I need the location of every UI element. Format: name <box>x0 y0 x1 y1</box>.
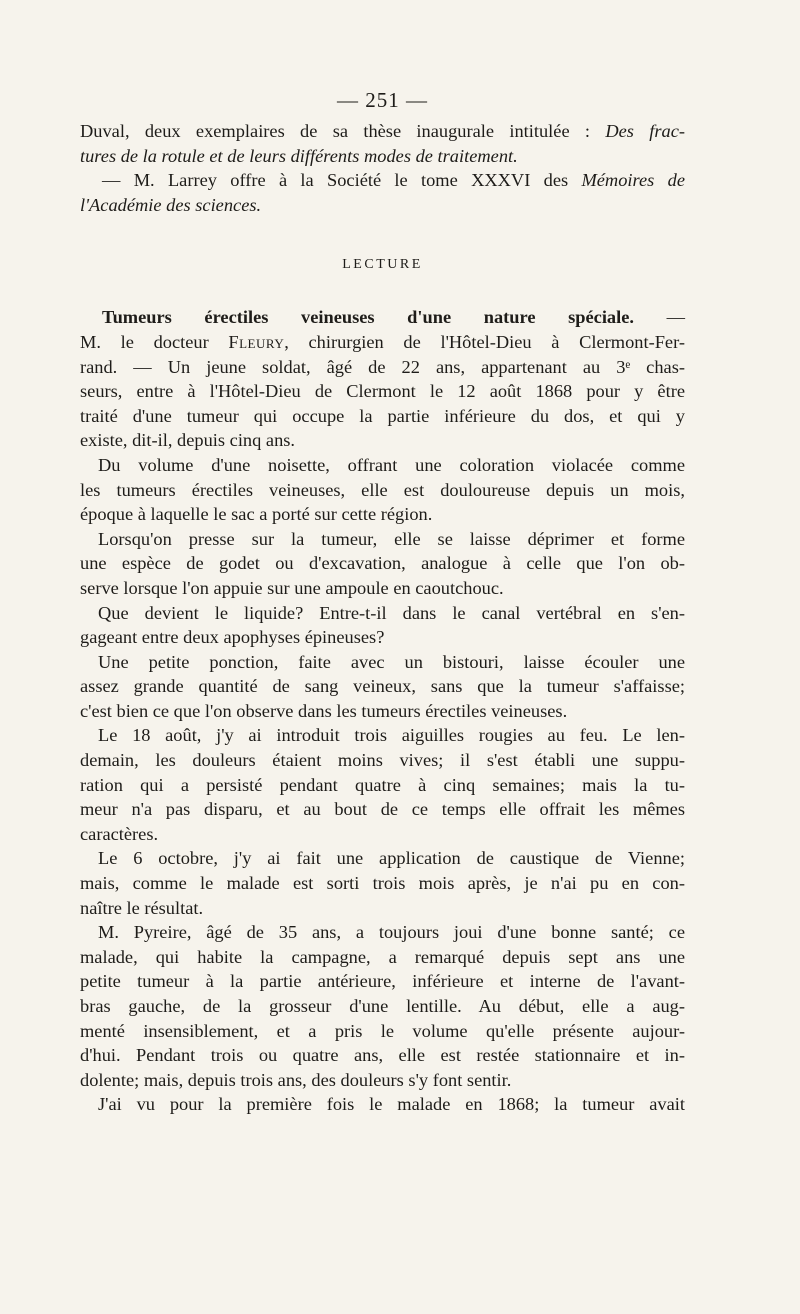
text-line <box>80 168 685 193</box>
article <box>80 305 685 1117</box>
text-line: mais, comme le malade est sorti trois mois après, je n'ai pu en con- <box>80 873 685 894</box>
text-line: l'Académie des sciences. <box>80 194 262 215</box>
text-line: naître le résultat. <box>80 897 204 918</box>
italic-title: Mémoires de <box>581 170 685 191</box>
text-line <box>80 330 685 355</box>
text-line: M. Pyreire, âgé de 35 ans, a toujours joui d'une bonne santé; ce <box>98 922 685 943</box>
text-line: traité d'une tumeur qui occupe la partie inférieure du dos, et qui y <box>80 405 685 426</box>
text-span: Duval, deux exemplaires de sa thèse inaugurale intitulée : <box>80 121 606 141</box>
text-line: c'est bien ce que l'on observe dans les tumeurs érectiles veineuses. <box>80 700 568 721</box>
text-line: une espèce de godet ou d'excavation, analogue à celle que l'on ob- <box>80 553 685 574</box>
text-span: — M. Larrey offre à la Société le tome XXXVI des <box>102 170 582 191</box>
text-line: assez grande quantité de sang veineux, sans que la tumeur s'affaisse; <box>80 676 685 697</box>
text-span: M. le docteur <box>80 331 229 352</box>
text-line: les tumeurs érectiles veineuses, elle est douloureuse depuis un mois, <box>80 479 685 500</box>
text-line: ration qui a persisté pendant quatre à cinq semaines; mais la tu- <box>80 774 685 795</box>
article-title-line <box>80 305 685 330</box>
text-line: tures de la rotule et de leurs différents modes de traitement. <box>80 145 518 166</box>
text-line: Une petite ponction, faite avec un bistouri, laisse écouler une <box>98 651 685 672</box>
text-line: meur n'a pas disparu, et au bout de ce temps elle offrait les mêmes <box>80 799 685 820</box>
text-line: existe, dit-il, depuis cinq ans. <box>80 430 296 451</box>
text-line: malade, qui habite la campagne, a remarqué depuis sept ans une <box>80 946 685 967</box>
text-line: J'ai vu pour la première fois le malade en 1868; la tumeur avait <box>98 1094 685 1115</box>
text-line: seurs, entre à l'Hôtel-Dieu de Clermont le 12 août 1868 pour y être <box>80 381 685 402</box>
page-number: — 251 — <box>337 88 428 112</box>
intro-paragraph <box>80 119 685 217</box>
text-line: gageant entre deux apophyses épineuses? <box>80 627 385 648</box>
text-line: d'hui. Pendant trois ou quatre ans, elle est restée stationnaire et in- <box>80 1045 685 1066</box>
author-name: Fleury <box>228 331 285 352</box>
text-line: dolente; mais, depuis trois ans, des douleurs s'y font sentir. <box>80 1069 512 1090</box>
text-line: Que devient le liquide? Entre-t-il dans le canal vertébral en s'en- <box>98 602 685 623</box>
text-line: Du volume d'une noisette, offrant une coloration violacée comme <box>98 454 685 475</box>
text-line: demain, les douleurs étaient moins vives; il s'est établi une suppu- <box>80 750 685 771</box>
text-span: , chirurgien de l'Hôtel-Dieu à Clermont-Fer- <box>284 331 685 352</box>
text-line: serve lorsque l'on appuie sur une ampoule en caoutchouc. <box>80 577 504 598</box>
text-line: Le 18 août, j'y ai introduit trois aiguilles rougies au feu. Le len- <box>98 725 685 746</box>
section-heading: LECTURE <box>342 257 423 273</box>
article-title: Tumeurs érectiles veineuses d'une nature spéciale. <box>102 307 634 328</box>
text-line: rand. — Un jeune soldat, âgé de 22 ans, appartenant au 3ᵉ chas- <box>80 356 685 377</box>
text-line: petite tumeur à la partie antérieure, inférieure et interne de l'avant- <box>80 971 685 992</box>
text-line: bras gauche, de la grosseur d'une lentille. Au début, elle a aug- <box>80 996 685 1016</box>
text-line <box>80 119 685 144</box>
italic-title: Des frac- <box>605 121 685 141</box>
page <box>80 88 685 1117</box>
title-dash: — <box>634 307 685 328</box>
text-line: époque à laquelle le sac a porté sur cette région. <box>80 504 433 525</box>
text-line: menté insensiblement, et a pris le volume qu'elle présente aujour- <box>80 1020 685 1041</box>
text-line: caractères. <box>80 823 159 844</box>
text-line: Le 6 octobre, j'y ai fait une application de caustique de Vienne; <box>98 848 685 869</box>
text-line: Lorsqu'on presse sur la tumeur, elle se laisse déprimer et forme <box>98 528 685 549</box>
